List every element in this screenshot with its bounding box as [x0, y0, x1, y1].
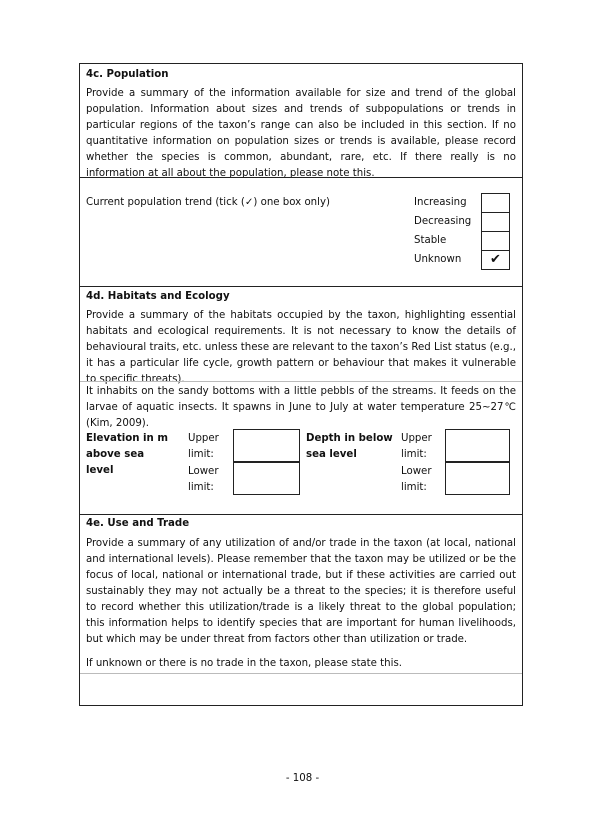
divider: [80, 381, 522, 382]
habitats-description: Provide a summary of the habitats occupied by the taxon, highlighting essential habitats and ecological requirements. It is not necessary to know the details of behavioural traits, etc. unless these are relevant to the taxon’s Red List status (e.g., it has a particular life cycle, growth pattern or behaviour that makes it vulnerable to specific threats).: [86, 310, 516, 385]
population-heading: 4c. Population: [86, 69, 169, 80]
population-description: Provide a summary of the information available for size and trend of the global population. Information about sizes and trends of subpopulations or trends in particular regions of the taxon’s range can also be included in this section. If no quantitative information on population sizes or trends is available, please record whether the species is common, abundant, rare, etc. If there really is no information at all about the population, please note this.: [86, 88, 516, 179]
population-trend-label: Current population trend (tick (✓) one box only): [86, 197, 330, 208]
option-increasing-label: Increasing: [414, 197, 467, 208]
increasing-checkbox[interactable]: [481, 193, 510, 213]
use-trade-note: If unknown or there is no trade in the taxon, please state this.: [86, 658, 403, 669]
divider: [80, 514, 522, 515]
checkmark-icon: ✔: [490, 252, 501, 267]
depth-label: Depth in below sea level: [306, 433, 393, 460]
habitats-content[interactable]: It inhabits on the sandy bottoms with a little pebbls of the streams. It feeds on the larvae of aquatic insects. It spawns in June to July at water temperature 25~27℃ (Kim, 2009).: [86, 386, 516, 429]
use-trade-description: Provide a summary of any utilization of and/or trade in the taxon (at local, national and international levels). Please remember that the taxon may be utilized or be the focus of local, national or international trade, but if these activities are carried out sustainably they may not actually be a threat to the species; it is therefore useful to record whether this utilization/trade is a likely threat to the global population; this information helps to identify species that are important for human livelihoods, but which may be under threat from factors other than utilization or trade.: [86, 538, 516, 645]
elevation-label: Elevation in m above sea level: [86, 433, 168, 476]
depth-lower-input[interactable]: [445, 462, 510, 495]
depth-lower-label: Lower limit:: [401, 466, 432, 493]
depth-upper-label: Upper limit:: [401, 433, 432, 460]
depth-upper-input[interactable]: [445, 429, 510, 462]
form-table: [79, 63, 523, 706]
elevation-lower-label: Lower limit:: [188, 466, 219, 493]
option-unknown-label: Unknown: [414, 254, 462, 265]
divider: [80, 177, 522, 178]
use-trade-heading: 4e. Use and Trade: [86, 518, 190, 529]
decreasing-checkbox[interactable]: [481, 212, 510, 232]
page-number: - 108 -: [285, 773, 320, 784]
unknown-checkbox[interactable]: [481, 250, 510, 270]
option-stable-label: Stable: [414, 235, 447, 246]
elevation-upper-input[interactable]: [233, 429, 300, 462]
stable-checkbox[interactable]: [481, 231, 510, 251]
divider: [80, 286, 522, 287]
divider: [80, 673, 522, 674]
habitats-heading: 4d. Habitats and Ecology: [86, 291, 230, 302]
elevation-lower-input[interactable]: [233, 462, 300, 495]
option-decreasing-label: Decreasing: [414, 216, 472, 227]
elevation-upper-label: Upper limit:: [188, 433, 219, 460]
